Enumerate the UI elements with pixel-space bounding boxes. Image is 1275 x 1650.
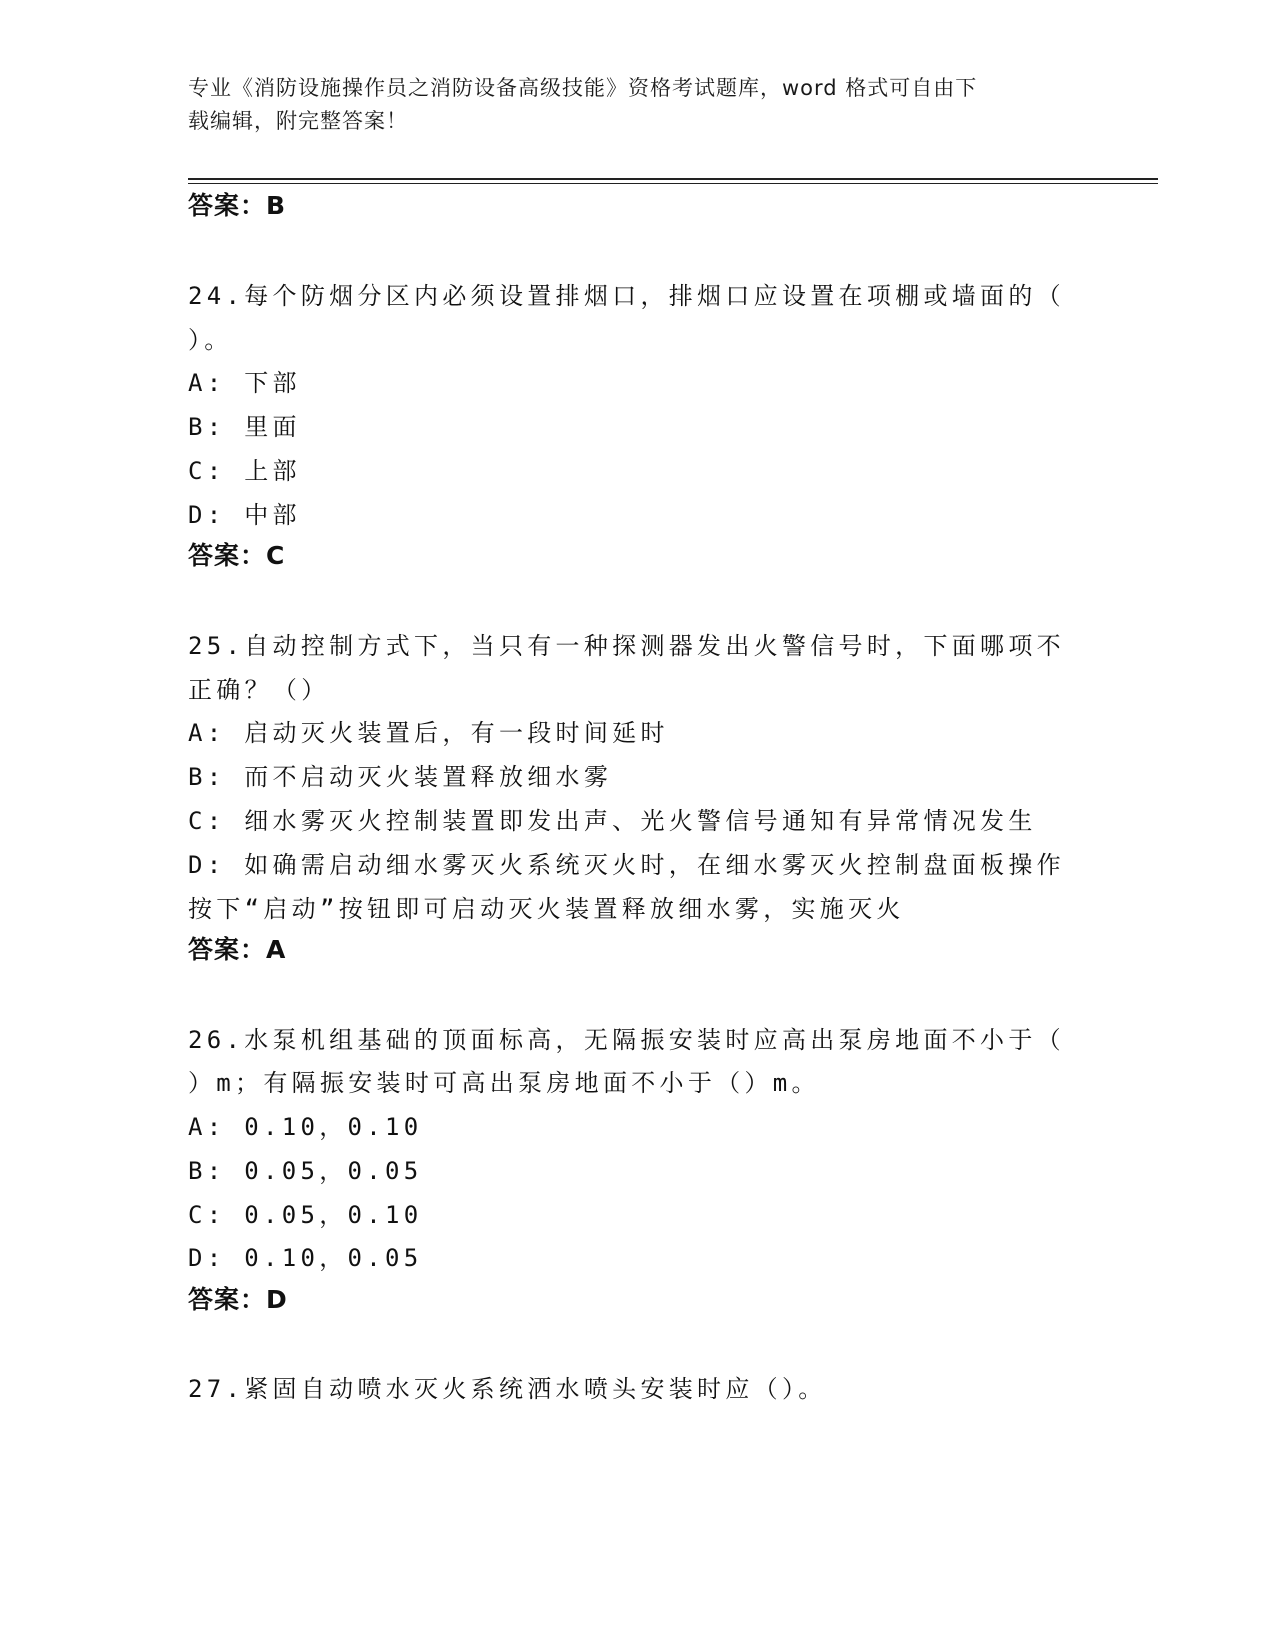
option-c: C: 细水雾灭火控制装置即发出声、光火警信号通知有异常情况发生 [188, 807, 1037, 835]
option-d: D: 如确需启动细水雾灭火系统灭火时，在细水雾灭火控制盘面板操作 [188, 851, 1065, 879]
option-d: D: 中部 [188, 501, 301, 529]
option-d: D: 0.10，0.05 [188, 1244, 423, 1272]
option-b: B: 而不启动灭火装置释放细水雾 [188, 763, 613, 791]
question-stem: 正确？（） [188, 676, 330, 704]
option-b: B: 里面 [188, 413, 301, 441]
answer: 答案：C [188, 541, 286, 570]
answer: 答案：D [188, 1285, 288, 1314]
option-d-continued: 按下“启动”按钮即可启动灭火装置释放细水雾，实施灭火 [188, 895, 905, 923]
answer: 答案：A [188, 935, 287, 964]
question-stem: 25.自动控制方式下，当只有一种探测器发出火警信号时，下面哪项不 [188, 632, 1065, 660]
header-divider [188, 178, 1158, 180]
document-header [188, 72, 1068, 138]
option-c: C: 0.05，0.10 [188, 1201, 423, 1229]
option-a: A: 启动灭火装置后，有一段时间延时 [188, 719, 669, 747]
question-stem: 26.水泵机组基础的顶面标高，无隔振安装时应高出泵房地面不小于（ [188, 1026, 1065, 1054]
previous-answer: 答案：B [188, 191, 287, 220]
question-stem: 24.每个防烟分区内必须设置排烟口，排烟口应设置在项棚或墙面的（ [188, 282, 1065, 310]
option-b: B: 0.05，0.05 [188, 1157, 423, 1185]
header-line-1: 专业《消防设施操作员之消防设备高级技能》资格考试题库，word 格式可自由下 [188, 76, 978, 100]
question-stem: ）。 [188, 326, 233, 354]
option-a: A: 0.10，0.10 [188, 1113, 423, 1141]
header-divider-thin [188, 183, 1158, 184]
question-stem: ）m；有隔振安装时可高出泵房地面不小于（）m。 [188, 1069, 820, 1097]
header-line-2: 载编辑，附完整答案！ [188, 109, 408, 133]
question-stem: 27.紧固自动喷水灭火系统洒水喷头安装时应（）。 [188, 1375, 827, 1403]
option-c: C: 上部 [188, 457, 301, 485]
option-a: A: 下部 [188, 369, 301, 397]
